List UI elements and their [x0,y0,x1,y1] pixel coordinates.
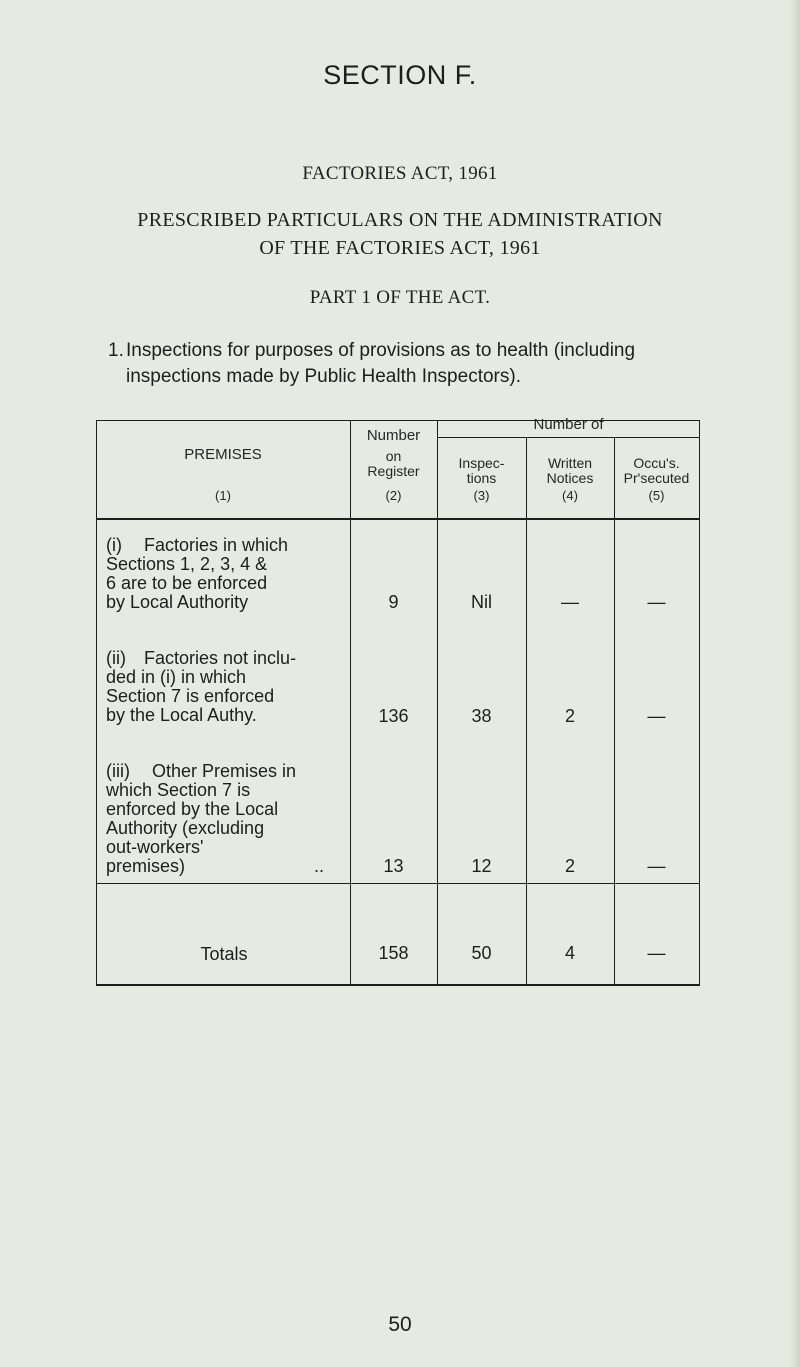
cell-register: 13 [383,856,404,876]
row-label-line: 6 are to be enforced [106,573,268,593]
col-premises-header: PREMISES [184,446,262,463]
col-inspections-line-2: tions [466,470,497,486]
col-register-subheader [350,449,437,479]
cell-inspections: Nil [471,592,492,612]
act-title: FACTORIES ACT, 1961 [302,163,498,184]
row-label-line: by Local Authority [106,592,249,612]
cell-inspections: 38 [471,706,492,726]
section-heading: SECTION F. [323,60,477,90]
col-register-number: (2) [385,488,402,503]
col-premises-number: (1) [215,488,231,503]
leader-dots: .. [314,856,325,876]
row-label-line: enforced by the Local [106,799,279,819]
row-label-line: Section 7 is enforced [106,686,275,706]
intro-line-1: Inspections for purposes of provisions as to health (including [126,340,636,361]
totals-label: Totals [200,944,248,964]
col-prosecuted-number: (5) [648,488,665,503]
header-bottom-border [96,518,700,520]
cell-inspections: 12 [471,856,492,876]
intro-number: 1. [108,340,124,361]
row-label-line: premises) [106,856,186,876]
cell-notices: — [561,592,579,612]
col-notices-header [526,456,614,486]
col-register-line-1: Number [366,427,421,444]
table-row-label [106,649,356,725]
col-inspections-header [437,456,526,486]
group-header-rule [437,437,700,438]
cell-prosecuted: — [647,592,666,612]
intro-line-2: inspections made by Public Health Inspectors). [126,366,521,387]
table-row-label [106,762,356,876]
col-inspections-number: (3) [473,488,490,503]
col-notices-number: (4) [562,488,578,503]
col-notices-line-1: Written [547,455,593,471]
totals-top-border [96,883,700,884]
subtitle-line-2: OF THE FACTORIES ACT, 1961 [259,237,541,259]
row-label-line: which Section 7 is [106,780,251,800]
row-label-line: ded in (i) in which [106,667,247,687]
cell-register: 136 [378,706,409,726]
part-heading: PART 1 OF THE ACT. [309,287,491,308]
col-prosecuted-line-1: Occu's. [633,455,680,471]
row-index: (i) [106,535,122,555]
total-prosecuted: — [647,943,666,963]
subtitle-line-1: PRESCRIBED PARTICULARS ON THE ADMINISTRATION [137,209,663,231]
row-label-line: by the Local Authy. [106,705,257,725]
total-notices: 4 [564,943,575,963]
col-inspections-line-1: Inspec- [458,455,505,471]
col-register-line-3: Register [367,463,420,479]
row-index: (ii) [106,648,126,668]
row-label-line: out-workers' [106,837,204,857]
cell-register: 9 [388,592,399,612]
cell-prosecuted: — [647,706,666,726]
table-row-label [106,536,356,612]
cell-notices: 2 [564,856,575,876]
row-index: (iii) [106,761,130,781]
table-right-border [699,420,700,985]
col-prosecuted-header [614,456,699,486]
total-inspections: 50 [471,943,492,963]
col-divider-2 [437,420,438,985]
row-label-line: Other Premises in [152,761,297,781]
col-notices-line-2: Notices [546,470,594,486]
row-label-line: Factories not inclu- [144,648,297,668]
table-left-border [96,420,97,985]
col-prosecuted-line-2: Pr'secuted [623,470,690,486]
col-register-header [350,428,437,444]
col-register-line-2: on [385,448,402,464]
table-bottom-border [96,984,700,986]
page-number: 50 [388,1313,412,1336]
row-label-line: Factories in which [144,535,289,555]
row-label-line: Authority (excluding [106,818,265,838]
row-label-line: Sections 1, 2, 3, 4 & [106,554,268,574]
cell-prosecuted: — [647,856,666,876]
group-header-number-of: Number of [533,416,604,433]
cell-notices: 2 [564,706,575,726]
total-register: 158 [378,943,409,963]
